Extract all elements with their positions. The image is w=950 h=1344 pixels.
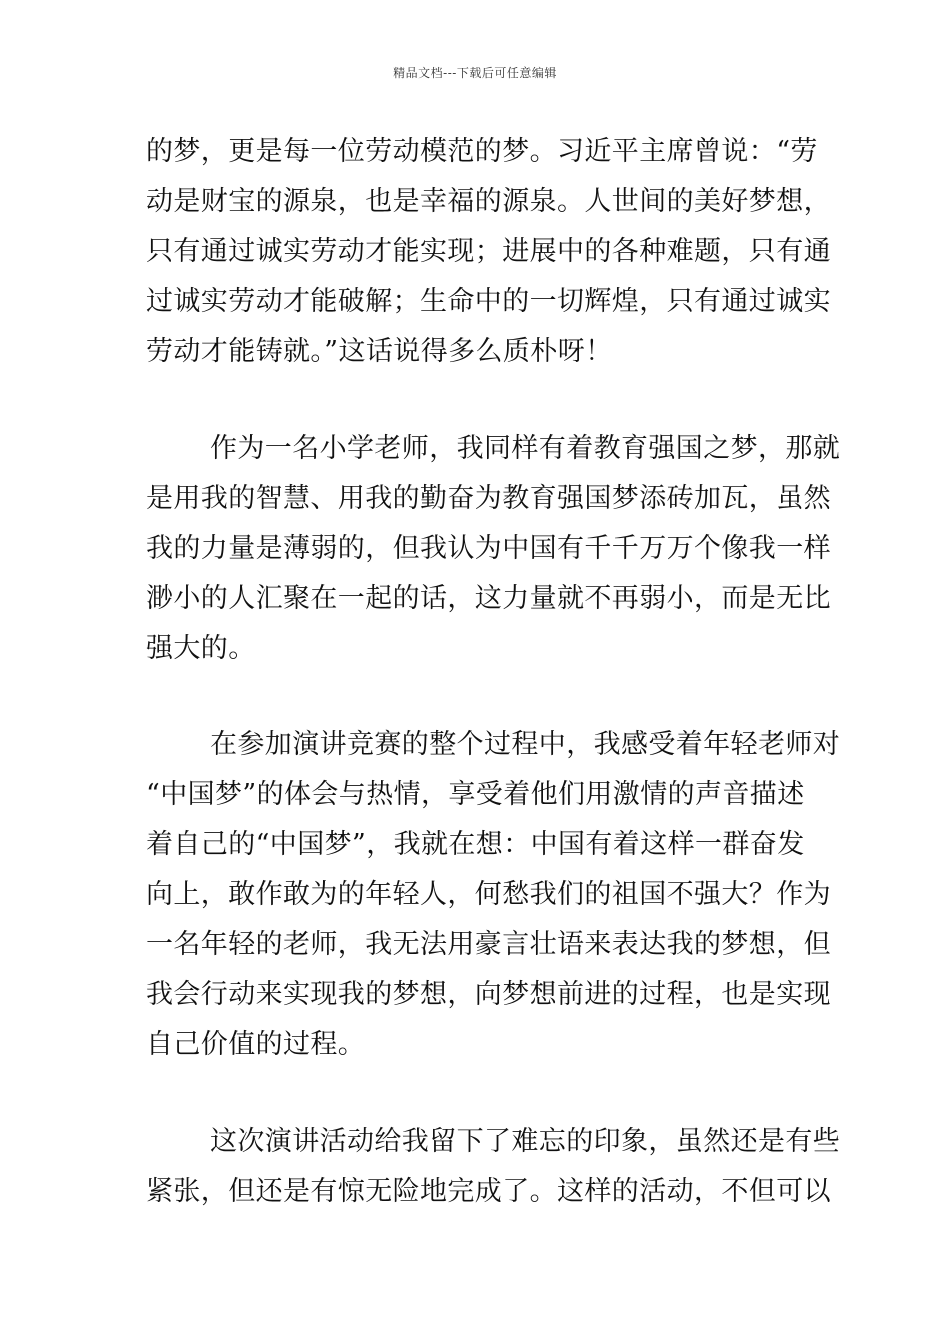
text-line: 这次演讲活动给我留下了难忘的印象，虽然还是有些: [210, 1126, 841, 1157]
paragraph-3: [146, 720, 841, 1070]
text-line: 动是财宝的源泉，也是幸福的源泉。人世间的美好梦想，: [146, 186, 831, 217]
paragraph-1: [146, 127, 831, 377]
text-line: 自己价值的过程。: [146, 1029, 366, 1060]
text-line: 着自己的“中国梦”，我就在想：中国有着这样一群奋发: [146, 829, 805, 860]
text-line: 只有通过诚实劳动才能实现；进展中的各种难题，只有通: [146, 236, 831, 267]
text-line: 强大的。: [146, 633, 256, 664]
text-line: 我会行动来实现我的梦想，向梦想前进的过程，也是实现: [146, 979, 831, 1010]
text-line: 是用我的智慧、用我的勤奋为教育强国梦添砖加瓦，虽然: [146, 483, 831, 514]
text-line: 渺小的人汇聚在一起的话，这力量就不再弱小，而是无比: [146, 583, 831, 614]
text-line: 向上，敢作敢为的年轻人，何愁我们的祖国不强大？作为: [146, 879, 831, 910]
page-header: 精品文档---下载后可任意编辑: [393, 66, 557, 80]
text-line: 在参加演讲竞赛的整个过程中，我感受着年轻老师对: [210, 729, 841, 760]
text-line: 的梦，更是每一位劳动模范的梦。习近平主席曾说：“劳: [146, 136, 818, 167]
text-line: 劳动才能铸就。”这话说得多么质朴呀！: [146, 336, 613, 367]
text-line: 过诚实劳动才能破解；生命中的一切辉煌，只有通过诚实: [146, 286, 831, 317]
text-line: 作为一名小学老师，我同样有着教育强国之梦，那就: [210, 433, 841, 464]
paragraph-2: [146, 424, 841, 674]
text-line: 紧张，但还是有惊无险地完成了。这样的活动，不但可以: [146, 1176, 831, 1207]
text-line: “中国梦”的体会与热情，享受着他们用激情的声音描述: [146, 779, 805, 810]
text-line: 我的力量是薄弱的，但我认为中国有千千万万个像我一样: [146, 533, 831, 564]
text-line: 一名年轻的老师，我无法用豪言壮语来表达我的梦想，但: [146, 929, 831, 960]
paragraph-4: [146, 1117, 841, 1217]
